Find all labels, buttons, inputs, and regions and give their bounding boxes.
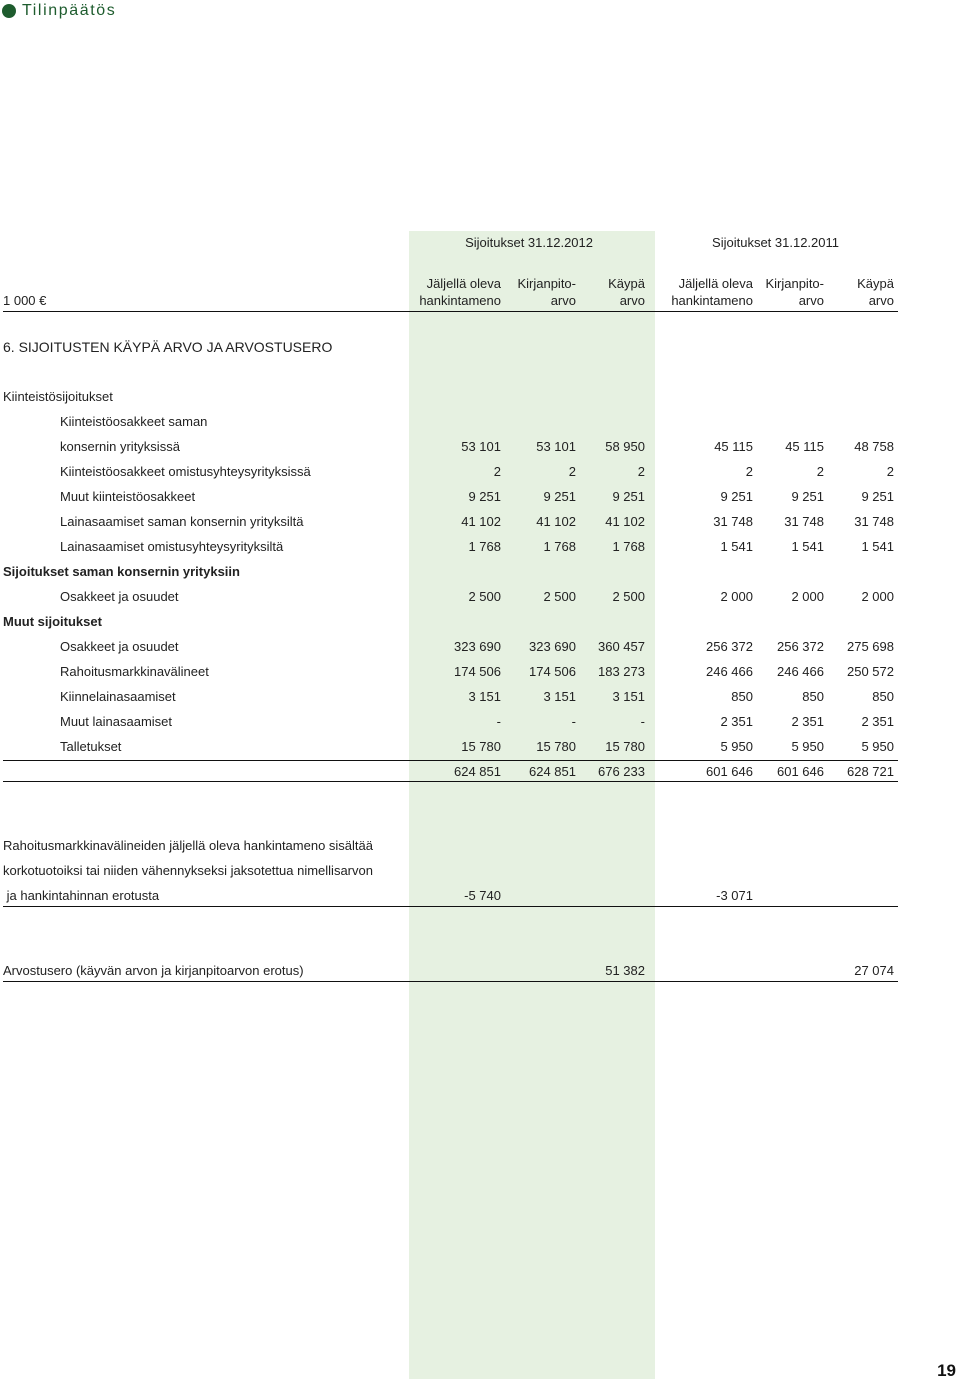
col-kaypa-2012-l1: Käypä [608,276,645,291]
arvostusero-label: Arvostusero (käyvän arvon ja kirjanpitoarvon erotus) [3,963,304,978]
row-value: 2 500 [612,589,645,604]
row-value: 2 [816,464,824,479]
row-value: 2 500 [468,589,501,604]
period-2011-header: Sijoitukset 31.12.2011 [712,235,839,250]
total-top-rule [3,760,898,761]
row-value: 45 115 [714,439,753,454]
row-value: 3 151 [612,689,645,704]
row-value: 246 466 [706,664,753,679]
row-value: 250 572 [847,664,894,679]
row-value: 31 748 [854,514,894,529]
header-title: Tilinpäätös [22,2,117,19]
row-value: 41 102 [605,514,645,529]
row-value: 9 251 [543,489,576,504]
total-bottom-rule [3,781,898,782]
row-value: 174 506 [529,664,576,679]
total-value: 628 721 [847,764,894,779]
period-2012-header: Sijoitukset 31.12.2012 [465,235,593,250]
row-label: Osakkeet ja osuudet [60,589,179,604]
row-value: 256 372 [777,639,824,654]
row-value: 31 748 [784,514,824,529]
row-value: 2 351 [861,714,894,729]
arvostusero-value-2012: 51 382 [605,963,645,978]
row-value: 850 [731,689,753,704]
highlight-band-2012 [409,231,655,1379]
row-value: 2 [886,464,894,479]
row-value: 183 273 [598,664,645,679]
row-label: Kiinteistöosakkeet saman [60,414,208,429]
col-hankintameno-2012-l1: Jäljellä oleva [426,276,501,291]
row-label: Osakkeet ja osuudet [60,639,179,654]
col-kaypa-2011-l2: arvo [868,293,894,308]
col-kirjanpito-2012-l1: Kirjanpito- [517,276,576,291]
row-value: 2 [637,464,645,479]
row-value: 2 [493,464,501,479]
row-value: 1 541 [720,539,753,554]
row-value: - [496,714,501,729]
row-value: 41 102 [461,514,501,529]
row-value: 2 351 [791,714,824,729]
row-value: 323 690 [529,639,576,654]
row-value: 9 251 [861,489,894,504]
row-value: 9 251 [720,489,753,504]
row-value: 2 000 [861,589,894,604]
row-value: 41 102 [536,514,576,529]
row-label: Kiinteistösijoitukset [3,389,113,404]
row-value: 31 748 [713,514,753,529]
note-rule [3,906,898,907]
row-value: 5 950 [861,739,894,754]
note-line-1: Rahoitusmarkkinavälineiden jäljellä oleva hankintameno sisältää [3,838,373,853]
row-value: 45 115 [785,439,824,454]
col-kirjanpito-2011-l1: Kirjanpito- [765,276,824,291]
row-label: Rahoitusmarkkinavälineet [60,664,209,679]
row-value: 9 251 [791,489,824,504]
page-header [2,1,116,21]
row-label: Lainasaamiset omistusyhteysyrityksiltä [60,539,284,554]
total-value: 601 646 [706,764,753,779]
note-line-3: ja hankintahinnan erotusta [3,888,160,903]
row-value: 15 780 [461,739,501,754]
col-hankintameno-2011-l1: Jäljellä oleva [678,276,753,291]
row-value: 2 351 [720,714,753,729]
row-value: 48 758 [854,439,894,454]
note-line-2: korkotuotoiksi tai niiden vähennykseksi jaksotettua nimellisarvon [3,863,373,878]
row-value: 1 768 [543,539,576,554]
row-value: 5 950 [791,739,824,754]
row-value: 9 251 [468,489,501,504]
row-value: 58 950 [605,439,645,454]
row-value: 323 690 [454,639,501,654]
row-label: Talletukset [60,739,122,754]
row-value: 1 768 [468,539,501,554]
row-value: 1 768 [612,539,645,554]
total-value: 624 851 [529,764,576,779]
row-value: 15 780 [536,739,576,754]
row-value: 3 151 [543,689,576,704]
row-value: 360 457 [598,639,645,654]
row-value: 174 506 [454,664,501,679]
arvostusero-value-2011: 27 074 [854,963,894,978]
row-label: Kiinteistöosakkeet omistusyhteysyrityksissä [60,464,311,479]
col-hankintameno-2012-l2: hankintameno [419,293,501,308]
page-number: 19 [937,1361,956,1380]
row-value: 53 101 [536,439,576,454]
row-value: 2 [568,464,576,479]
section-title: 6. SIJOITUSTEN KÄYPÄ ARVO JA ARVOSTUSERO [3,339,333,355]
row-label: konsernin yrityksissä [60,439,180,454]
row-value: 256 372 [706,639,753,654]
col-kaypa-2012-l2: arvo [619,293,645,308]
row-label: Kiinnelainasaamiset [60,689,176,704]
note-value-2012: -5 740 [464,888,501,903]
note-value-2011: -3 071 [716,888,753,903]
header-divider [3,311,898,312]
arvostusero-rule [3,981,898,982]
row-label: Muut kiinteistöosakkeet [60,489,196,504]
row-value: - [640,714,645,729]
row-value: 3 151 [468,689,501,704]
row-value: - [571,714,576,729]
unit-label: 1 000 € [3,293,47,308]
row-value: 9 251 [612,489,645,504]
row-value: 2 [745,464,753,479]
row-value: 850 [872,689,894,704]
col-kirjanpito-2011-l2: arvo [798,293,824,308]
bullet-icon [2,4,16,18]
row-value: 2 000 [791,589,824,604]
row-label: Sijoitukset saman konsernin yrityksiin [3,564,240,579]
row-value: 53 101 [461,439,501,454]
row-label: Muut sijoitukset [3,614,102,629]
total-value: 601 646 [777,764,824,779]
row-value: 246 466 [777,664,824,679]
row-value: 850 [802,689,824,704]
total-value: 676 233 [598,764,645,779]
row-value: 1 541 [861,539,894,554]
row-value: 15 780 [605,739,645,754]
col-kaypa-2011-l1: Käypä [857,276,894,291]
row-value: 1 541 [791,539,824,554]
row-value: 2 000 [720,589,753,604]
row-value: 275 698 [847,639,894,654]
row-label: Muut lainasaamiset [60,714,172,729]
col-kirjanpito-2012-l2: arvo [550,293,576,308]
row-value: 2 500 [543,589,576,604]
total-value: 624 851 [454,764,501,779]
col-hankintameno-2011-l2: hankintameno [671,293,753,308]
row-value: 5 950 [720,739,753,754]
row-label: Lainasaamiset saman konsernin yrityksiltä [60,514,304,529]
